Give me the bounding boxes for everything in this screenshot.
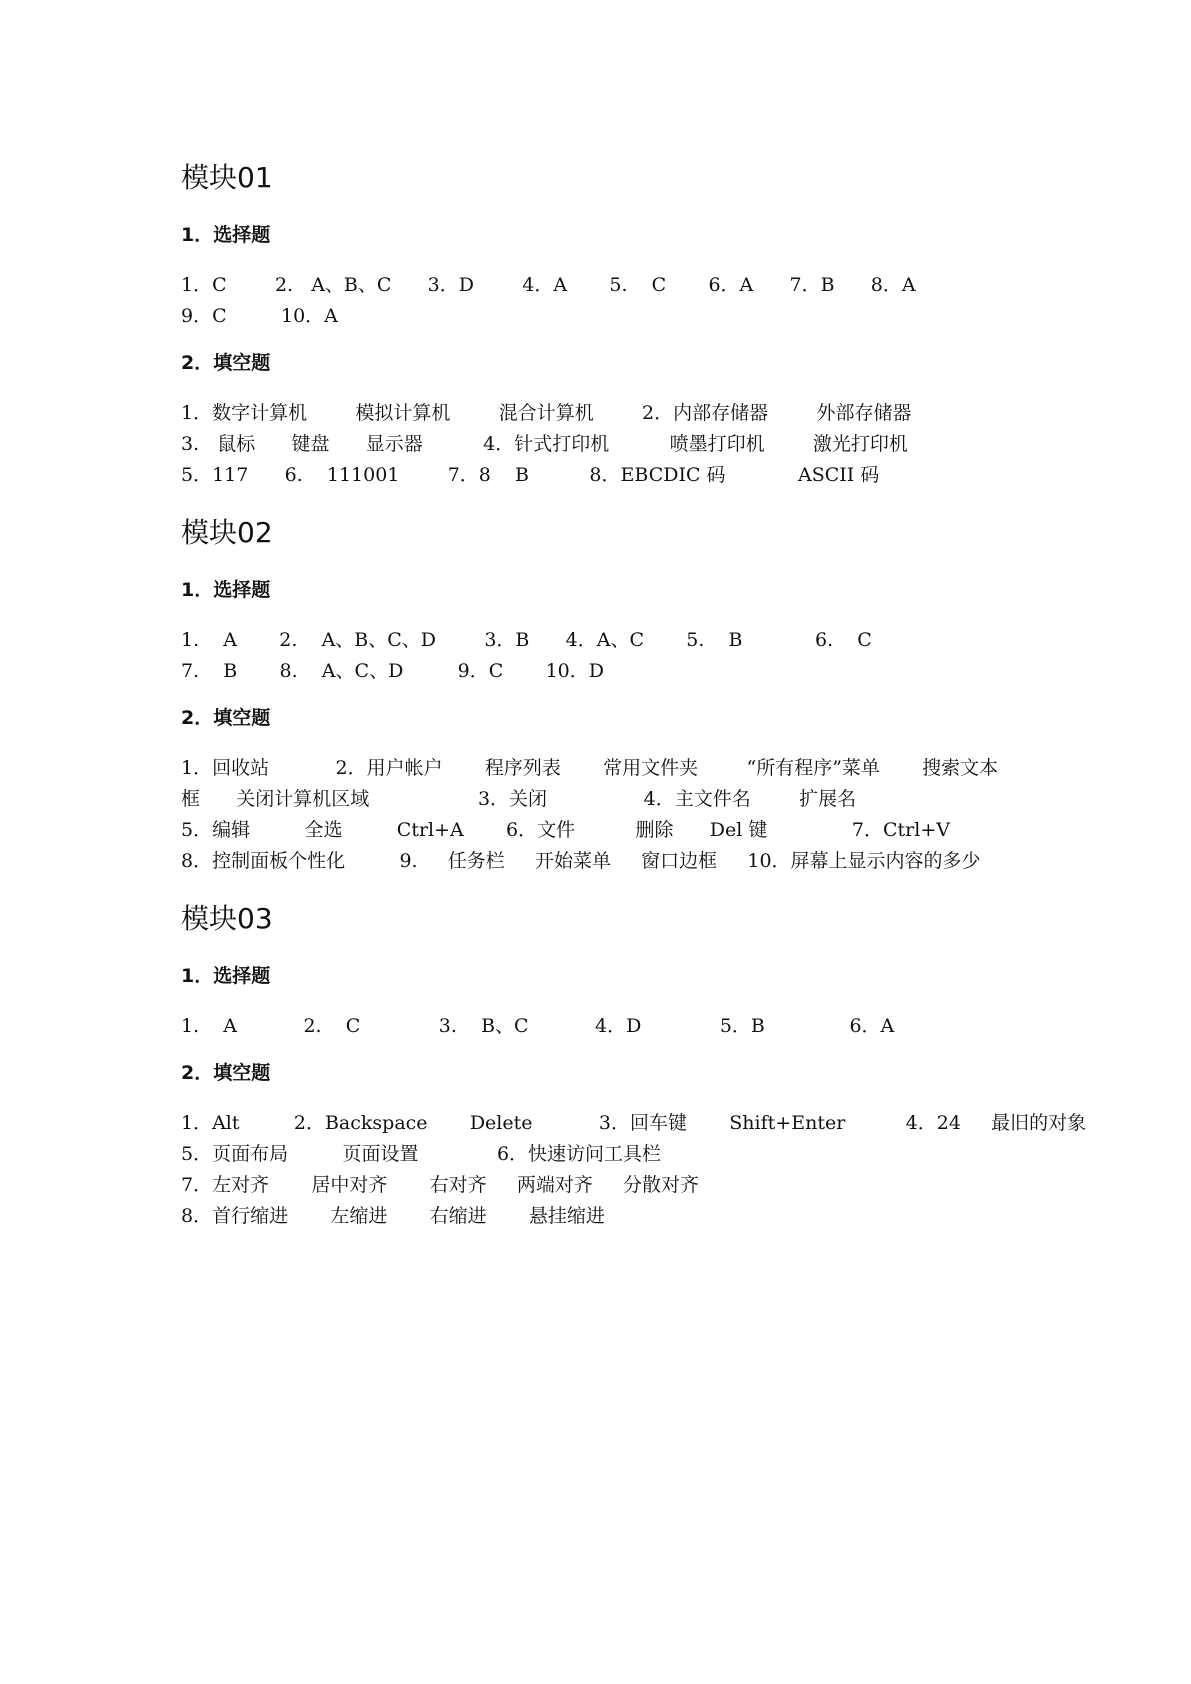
- fill-section-title: 2．填空题: [181, 352, 271, 374]
- module-title: 模块01: [181, 161, 273, 194]
- answer-key: [181, 160, 1087, 1256]
- answer-line: 1. A 2. A、B、C、D 3．B 4．A、C 5. B 6. C: [181, 629, 872, 651]
- fill-section: [181, 1060, 1087, 1232]
- answer-line: 5．编辑 全选 Ctrl+A 6．文件 删除 Del 键 7．Ctrl+V: [181, 819, 950, 841]
- module-02: [181, 515, 1041, 877]
- answer-line: 1．Alt 2．Backspace Delete 3．回车键 Shift+Enter 4．24 最旧的对象: [181, 1112, 1087, 1134]
- fill-answers: [181, 1108, 1087, 1232]
- answer-line: 1．数字计算机 模拟计算机 混合计算机 2．内部存储器 外部存储器: [181, 402, 912, 424]
- answer-line: 1．回收站 2．用户帐户 程序列表 常用文件夹 “所有程序”菜单 搜索文本: [181, 757, 999, 779]
- choice-section: [181, 222, 1041, 332]
- answer-line: 5．117 6. 111001 7．8 B 8．EBCDIC 码 ASCII 码: [181, 464, 880, 486]
- fill-section: [181, 350, 1041, 491]
- module-title: 模块03: [181, 902, 273, 935]
- fill-section-title: 2．填空题: [181, 1062, 271, 1084]
- module-title: 模块02: [181, 516, 273, 549]
- module-03: [181, 901, 1087, 1232]
- fill-section-title: 2．填空题: [181, 707, 271, 729]
- answer-line: 框 关闭计算机区域 3．关闭 4．主文件名 扩展名: [181, 788, 857, 810]
- answer-line: 8．首行缩进 左缩进 右缩进 悬挂缩进: [181, 1205, 605, 1227]
- answer-line: 8．控制面板个性化 9. 任务栏 开始菜单 窗口边框 10．屏幕上显示内容的多少: [181, 850, 981, 872]
- answer-line: 1. A 2. C 3. B、C 4．D 5．B 6．A: [181, 1015, 895, 1037]
- module-01: [181, 160, 1041, 491]
- choice-section: [181, 577, 1041, 687]
- answer-line: 3. 鼠标 键盘 显示器 4．针式打印机 喷墨打印机 激光打印机: [181, 433, 908, 455]
- choice-answers: [181, 625, 1041, 687]
- choice-answers: [181, 1011, 1041, 1042]
- choice-answers: [181, 270, 1041, 332]
- answer-line: 7. B 8. A、C、D 9．C 10．D: [181, 660, 604, 682]
- fill-answers: [181, 398, 1041, 491]
- answer-line: 7．左对齐 居中对齐 右对齐 两端对齐 分散对齐: [181, 1174, 700, 1196]
- choice-section-title: 1．选择题: [181, 579, 271, 601]
- answer-line: 5．页面布局 页面设置 6．快速访问工具栏: [181, 1143, 662, 1165]
- choice-section-title: 1．选择题: [181, 965, 271, 987]
- answer-line: 1．C 2. A、B、C 3．D 4．A 5. C 6．A 7．B 8．A: [181, 274, 916, 296]
- answer-line: 9．C 10．A: [181, 305, 338, 327]
- fill-section: [181, 705, 1041, 877]
- choice-section: [181, 963, 1041, 1042]
- choice-section-title: 1．选择题: [181, 224, 271, 246]
- fill-answers: [181, 753, 1041, 877]
